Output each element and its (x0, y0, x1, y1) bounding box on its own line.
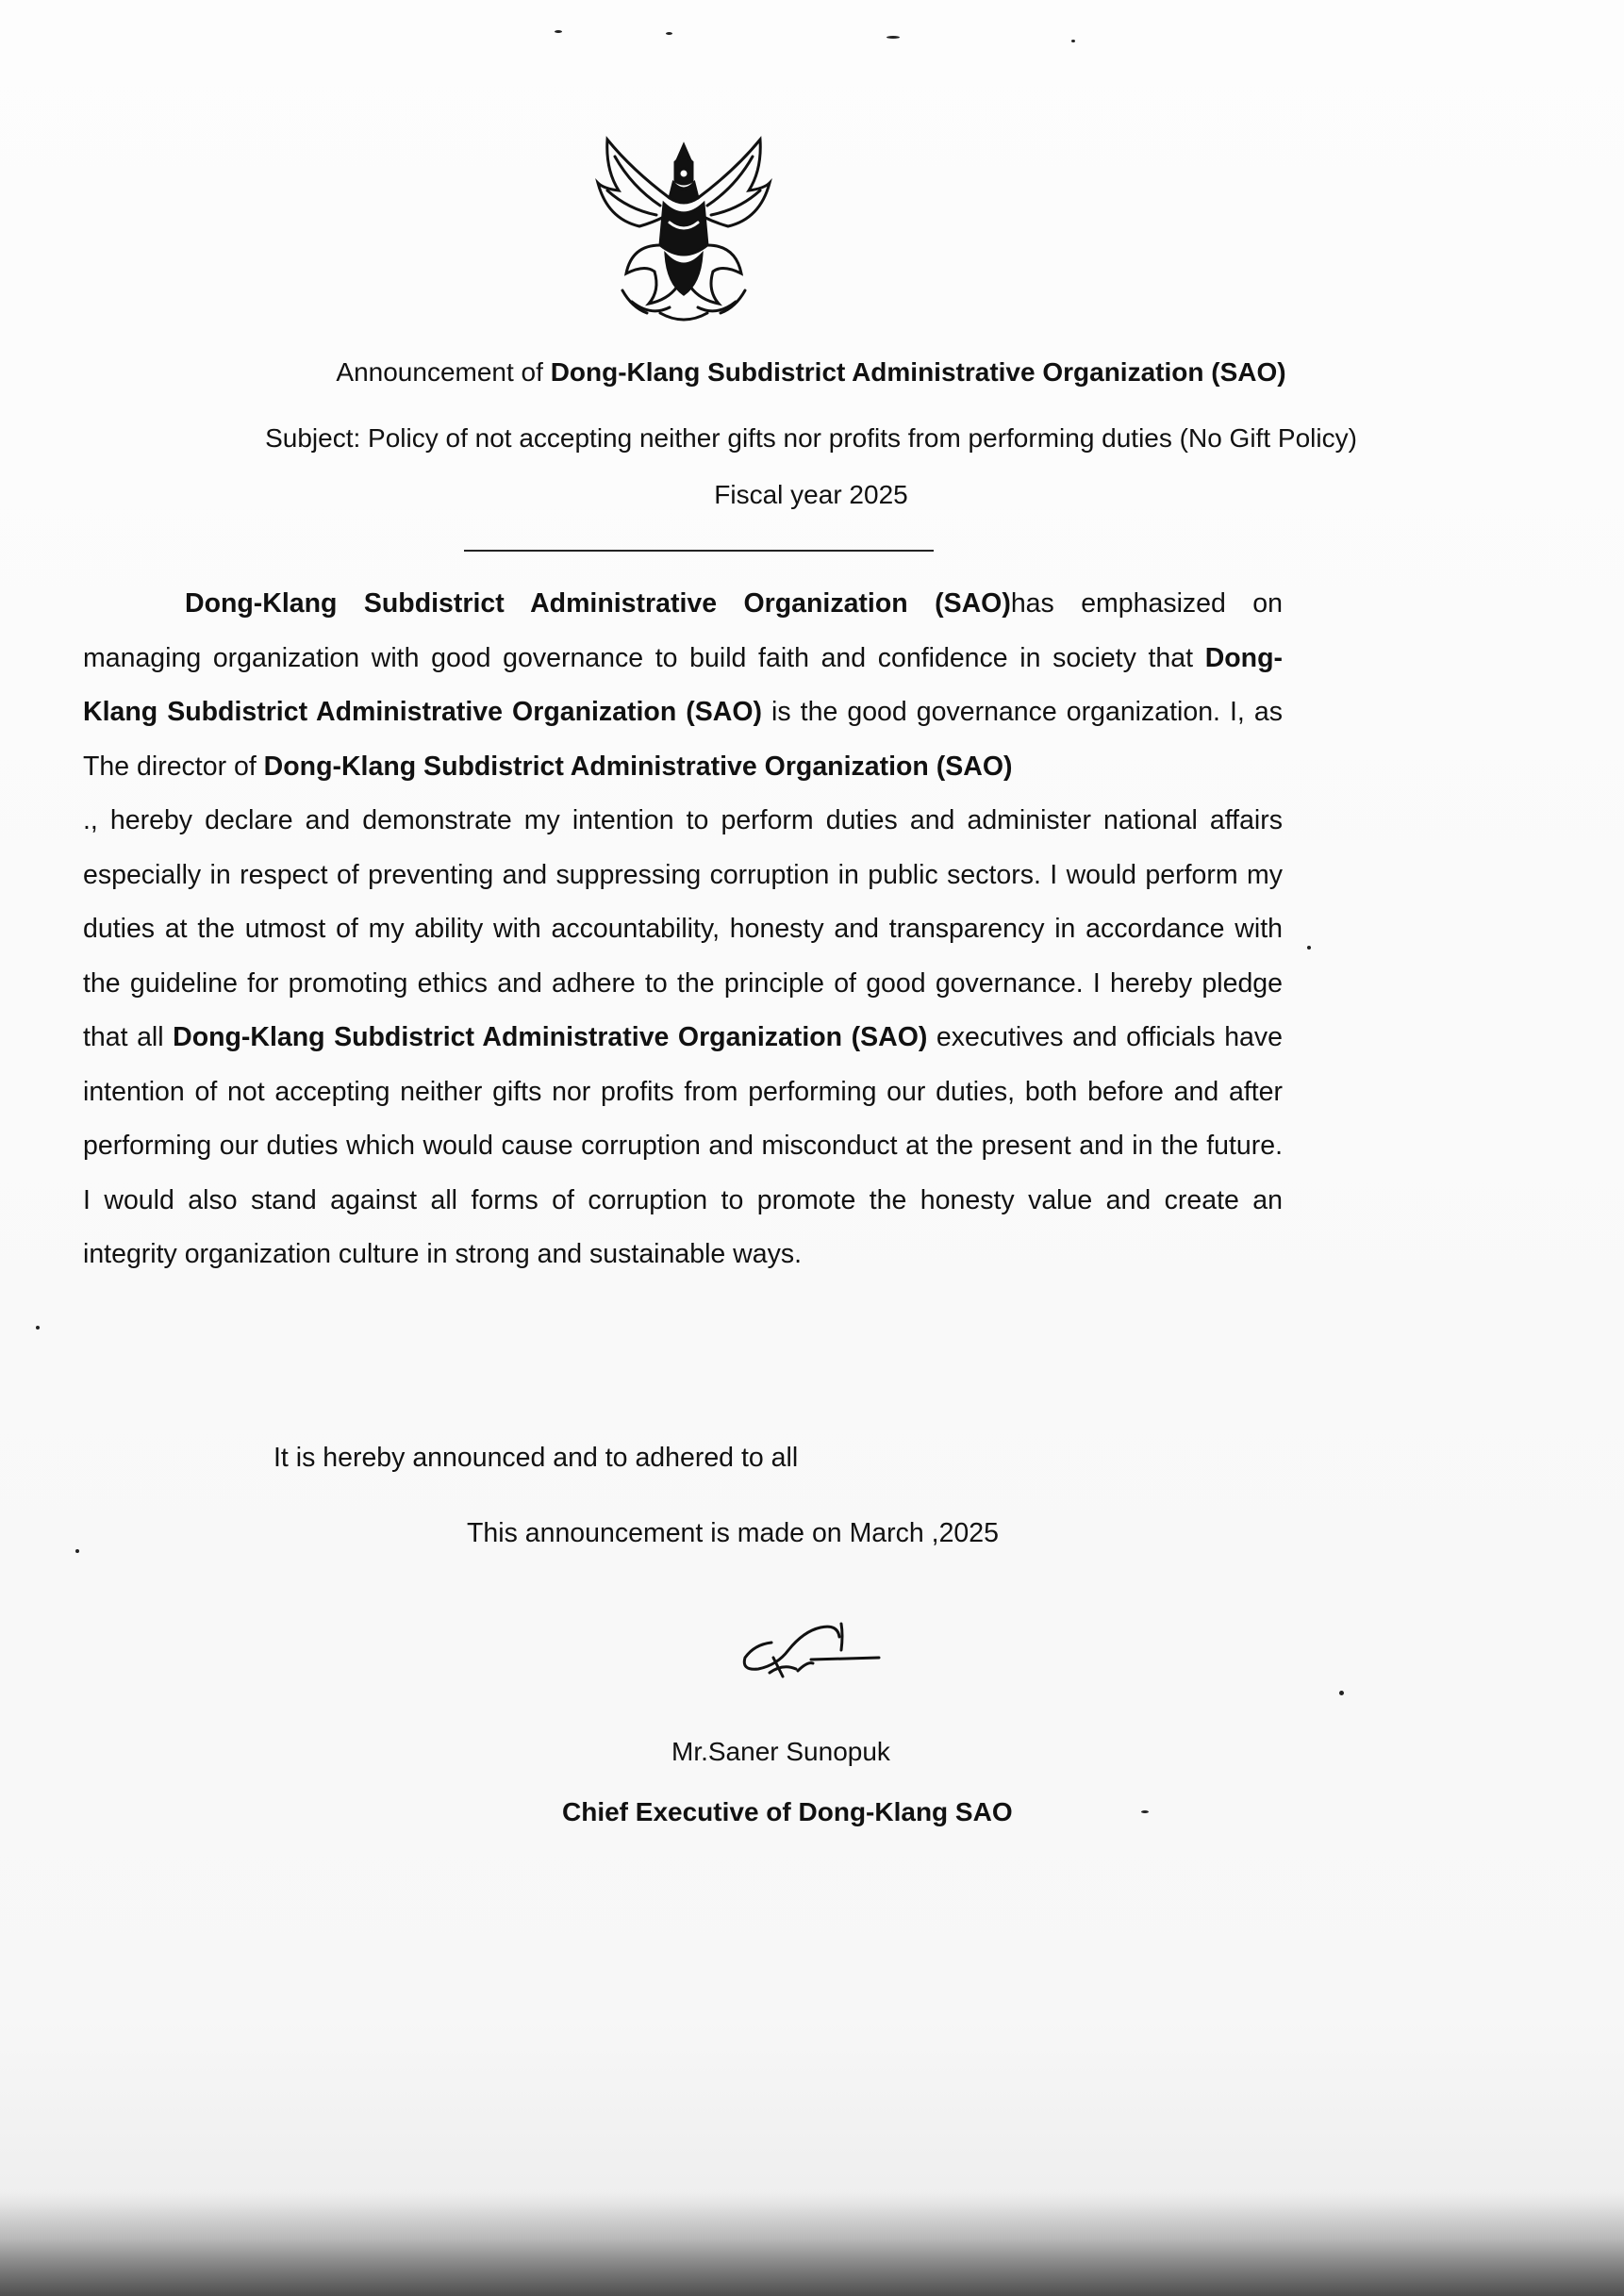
body-text: is the good governance organization. I, as The director of (83, 697, 1283, 782)
signatory-title: Chief Executive of Dong-Klang SAO (562, 1797, 1013, 1826)
title-divider (464, 550, 934, 552)
organization-name: Dong-Klang Subdistrict Administrative Organization (SAO) (185, 588, 1011, 619)
body-paragraph-2 (83, 794, 1283, 1282)
signatory-name: Mr.Saner Sunopuk (671, 1737, 890, 1766)
announcement-body (83, 577, 1283, 1282)
announcement-subject: Subject: Policy of not accepting neither gifts nor profits from performing duties (No Gift Policy) (265, 423, 1357, 453)
organization-name: Dong-Klang Subdistrict Administrative Organization (SAO) (550, 357, 1286, 387)
handwritten-signature-icon (717, 1603, 887, 1697)
organization-name: Dong-Klang Subdistrict Administrative Organization (SAO) (83, 642, 1283, 727)
body-paragraph-1 (83, 577, 1283, 794)
announcement-date: This announcement is made on March ,2025 (467, 1518, 999, 1548)
announcement-title-prefix: Announcement of (336, 357, 551, 387)
organization-name: Dong-Klang Subdistrict Administrative Organization (SAO) (173, 1022, 928, 1052)
announcement-title (113, 355, 1509, 389)
organization-name: Dong-Klang Subdistrict Administrative Organization (SAO) (263, 751, 1013, 782)
scan-edge-shadow (0, 2192, 1624, 2296)
closing-statement: It is hereby announced and to adhered to all (273, 1443, 799, 1473)
garuda-emblem-icon (594, 132, 773, 330)
body-text: has emphasized on managing organization with good governance to build faith and confidence in society that (83, 588, 1283, 673)
body-text: ., hereby declare and demonstrate my intention to perform duties and administer national affairs especially in respect of preventing and suppressing corruption in public sectors. I would perform my duties at the utmost of my ability with accountability, honesty and transparency in accordance with the guideline for promoting ethics and adhere to the principle of good governance. I hereby pledge that all (83, 805, 1283, 1052)
fiscal-year: Fiscal year 2025 (714, 480, 908, 509)
body-text: executives and officials have intention of not accepting neither gifts nor profits from performing our duties, both before and after performing our duties which would cause corruption and misconduct at the present and in the future. I would also stand against all forms of corruption to promote the honesty value and create an integrity organization culture in strong and sustainable ways. (83, 1022, 1283, 1269)
